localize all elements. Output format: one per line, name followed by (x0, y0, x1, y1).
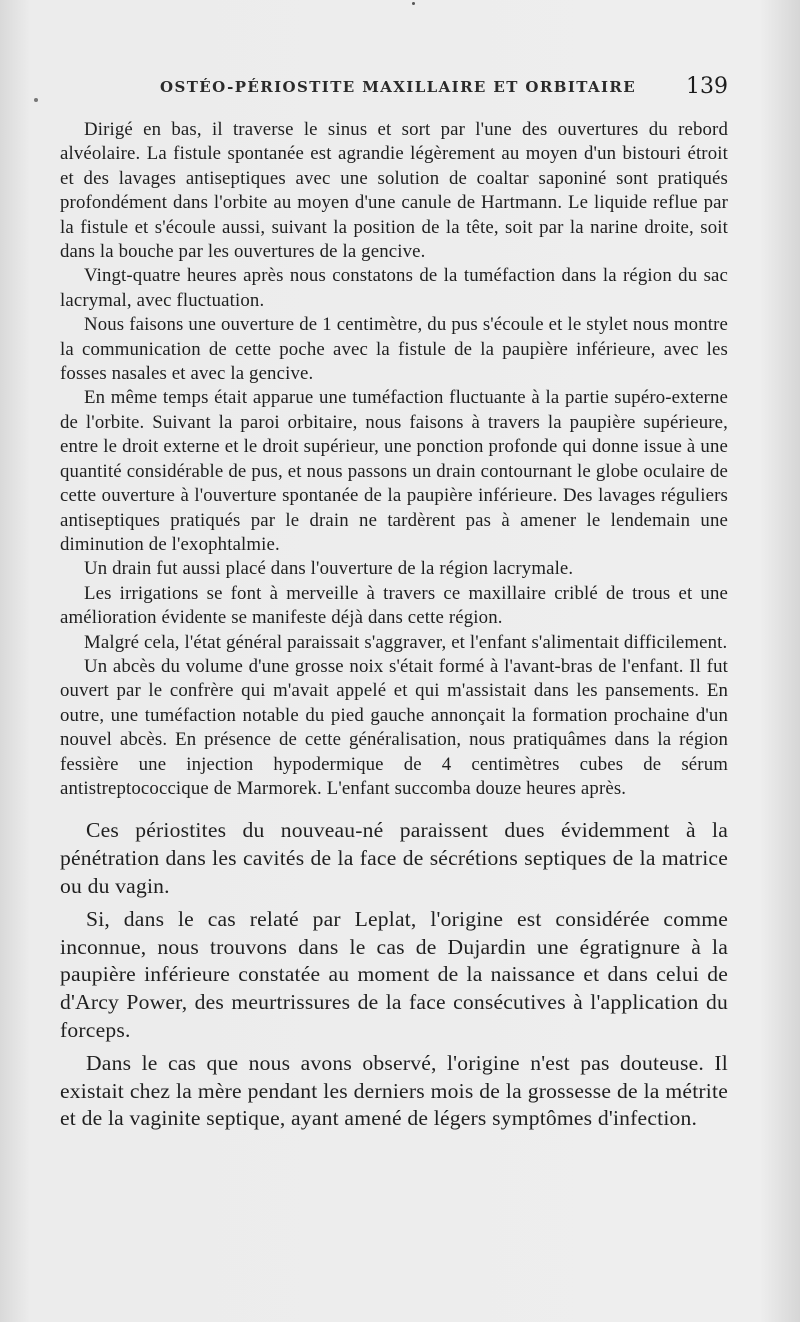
commentary-paragraph: Si, dans le cas relaté par Leplat, l'origine est considérée comme inconnue, nous trouvons dans le cas de Dujardin une égratignure à la paupière inférieure constatée au moment de la naissance et dans celui de d'Arcy Power, des meurtrissures de la face consécutives à l'application du forceps. (60, 907, 728, 1042)
commentary-section (60, 817, 728, 1133)
observation-paragraph: En même temps était apparue une tuméfaction fluctuante à la partie supéro-externe de l'orbite. Suivant la paroi orbitaire, nous faisons à travers la paupière supérieure, entre le droit externe et le droit supérieur, une ponction profonde qui donne issue à une quantité considérable de pus, et nous passons un drain contournant le globe oculaire de cette ouverture à l'ouverture spontanée de la paupière inférieure. Des lavages réguliers antiseptiques pratiqués par le drain ne tardèrent pas à amener le lendemain une diminution de l'exophtalmie. (60, 387, 728, 555)
page-number: 139 (686, 74, 728, 99)
observation-paragraph: Un drain fut aussi placé dans l'ouverture de la région lacrymale. (84, 558, 574, 580)
running-head (60, 74, 728, 104)
margin-speck (34, 98, 38, 102)
observation-section (60, 118, 728, 801)
observation-paragraph: Dirigé en bas, il traverse le sinus et sort par l'une des ouvertures du rebord alvéolaire. La fistule spontanée est agrandie légèrement au moyen d'un bistouri étroit et des lavages antiseptiques avec une solution de coaltar saponiné sont pratiqués profondément dans l'orbite au moyen d'une canule de Hartmann. Le liquide reflue par la fistule et s'écoule aussi, suivant la position de la tête, soit par la narine droite, soit dans la bouche par les ouvertures de la gencive. (60, 119, 728, 263)
top-speck (412, 2, 415, 5)
observation-paragraph: Un abcès du volume d'une grosse noix s'était formé à l'avant-bras de l'enfant. Il fut ouvert par le confrère qui m'avait appelé et qui m'assistait dans les pansements. En outre, une tuméfaction notable du pied gauche annonçait la formation prochaine d'un nouvel abcès. En présence de cette généralisation, nous pratiquâmes dans la région fessière une injection hypodermique de 4 centimètres cubes de sérum antistreptococcique de Marmorek. L'enfant succomba douze heures après. (60, 655, 728, 799)
observation-paragraph: Les irrigations se font à merveille à travers ce maxillaire criblé de trous et une amélioration évidente se manifeste déjà dans cette région. (60, 582, 728, 629)
body-text (60, 118, 728, 1139)
observation-paragraph: Malgré cela, l'état général paraissait s'aggraver, et l'enfant s'alimentait difficilement. (84, 631, 728, 653)
running-title: OSTÉO-PÉRIOSTITE MAXILLAIRE ET ORBITAIRE (160, 78, 637, 96)
observation-paragraph: Nous faisons une ouverture de 1 centimètre, du pus s'écoule et le stylet nous montre la communication de cette poche avec la fistule de la paupière inférieure, avec les fosses nasales et avec la gencive. (60, 314, 728, 385)
commentary-paragraph: Dans le cas que nous avons observé, l'origine n'est pas douteuse. Il existait chez la mère pendant les derniers mois de la grossesse de la métrite et de la vaginite septique, ayant amené de légers symptômes d'infection. (60, 1051, 728, 1131)
observation-paragraph: Vingt-quatre heures après nous constatons de la tuméfaction dans la région du sac lacrymal, avec fluctuation. (60, 265, 728, 311)
commentary-paragraph: Ces périostites du nouveau-né paraissent dues évidemment à la pénétration dans les cavités de la face de sécrétions septiques de la matrice ou du vagin. (60, 818, 728, 898)
